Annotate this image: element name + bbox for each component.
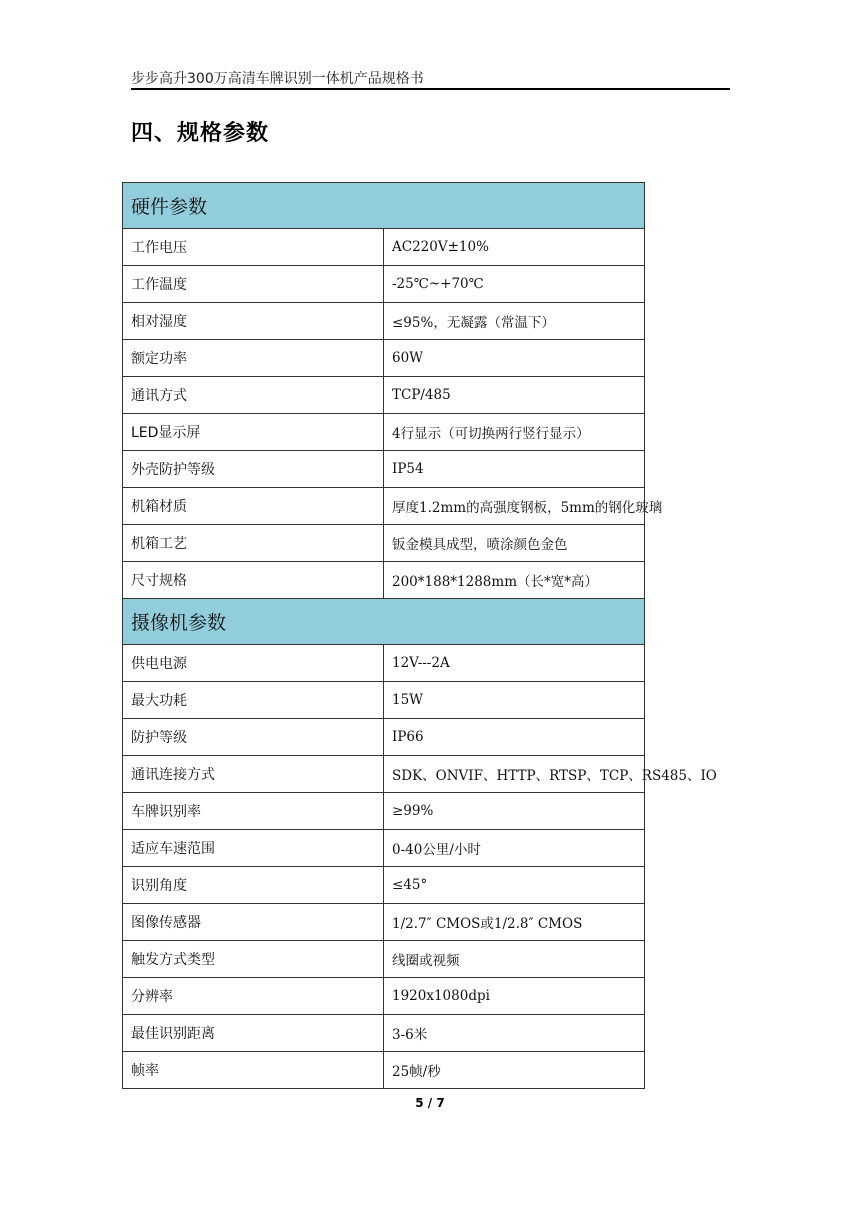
- table-row: [123, 1052, 645, 1089]
- table-row: [123, 562, 645, 599]
- spec-label: 适应车速范围: [123, 830, 384, 867]
- spec-value: SDK、ONVIF、HTTP、RTSP、TCP、RS485、IO: [384, 756, 645, 793]
- spec-value: 厚度1.2mm的高强度钢板，5mm的钢化玻璃: [384, 488, 645, 525]
- spec-label: 通讯连接方式: [123, 756, 384, 793]
- spec-value: ≤95%，无凝露（常温下）: [384, 303, 645, 340]
- spec-label: 分辨率: [123, 978, 384, 1015]
- hardware-section-header: [123, 183, 645, 229]
- spec-label: 最大功耗: [123, 682, 384, 719]
- spec-value: 钣金模具成型，喷涂颜色金色: [384, 525, 645, 562]
- spec-label: 防护等级: [123, 719, 384, 756]
- spec-value: 0-40公里/小时: [384, 830, 645, 867]
- spec-label: LED显示屏: [123, 414, 384, 451]
- spec-label: 供电电源: [123, 645, 384, 682]
- spec-value: ≤45°: [384, 867, 645, 904]
- spec-label: 尺寸规格: [123, 562, 384, 599]
- table-row: [123, 488, 645, 525]
- camera-heading: 摄像机参数: [123, 599, 645, 645]
- table-row: [123, 645, 645, 682]
- spec-value: 12V---2A: [384, 645, 645, 682]
- spec-value: 线圈或视频: [384, 941, 645, 978]
- spec-label: 工作电压: [123, 229, 384, 266]
- table-row: [123, 941, 645, 978]
- table-row: [123, 978, 645, 1015]
- spec-value: 60W: [384, 340, 645, 377]
- spec-label: 图像传感器: [123, 904, 384, 941]
- spec-value: 25帧/秒: [384, 1052, 645, 1089]
- spec-value: TCP/485: [384, 377, 645, 414]
- hardware-heading: 硬件参数: [123, 183, 645, 229]
- spec-value: IP54: [384, 451, 645, 488]
- spec-table: [122, 182, 717, 1089]
- table-row: [123, 340, 645, 377]
- spec-value: AC220V±10%: [384, 229, 645, 266]
- header-rule: [131, 88, 730, 90]
- table-row: [123, 266, 645, 303]
- spec-value: 1920x1080dpi: [384, 978, 645, 1015]
- camera-section-header: [123, 599, 645, 645]
- spec-label: 车牌识别率: [123, 793, 384, 830]
- table-row: [123, 377, 645, 414]
- spec-label: 额定功率: [123, 340, 384, 377]
- spec-label: 机箱工艺: [123, 525, 384, 562]
- page-number: 5 / 7: [415, 1096, 445, 1110]
- spec-value: 1/2.7″ CMOS或1/2.8″ CMOS: [384, 904, 645, 941]
- table-row: [123, 867, 645, 904]
- spec-value: 4行显示（可切换两行竖行显示）: [384, 414, 645, 451]
- table-row: [123, 451, 645, 488]
- spec-label: 最佳识别距离: [123, 1015, 384, 1052]
- table-row: [123, 1015, 645, 1052]
- spec-value: IP66: [384, 719, 645, 756]
- table-row: [123, 904, 645, 941]
- spec-label: 工作温度: [123, 266, 384, 303]
- spec-label: 机箱材质: [123, 488, 384, 525]
- spec-label: 触发方式类型: [123, 941, 384, 978]
- table-row: [123, 830, 645, 867]
- table-row: [123, 525, 645, 562]
- table-row: [123, 414, 645, 451]
- spec-label: 外壳防护等级: [123, 451, 384, 488]
- spec-value: -25℃~+70℃: [384, 266, 645, 303]
- spec-label: 识别角度: [123, 867, 384, 904]
- table-row: [123, 303, 645, 340]
- table-row: [123, 719, 645, 756]
- spec-value: 200*188*1288mm（长*宽*高）: [384, 562, 645, 599]
- spec-value: ≥99%: [384, 793, 645, 830]
- table-row: [123, 756, 645, 793]
- table-row: [123, 229, 645, 266]
- section-title: 四、规格参数: [131, 121, 270, 146]
- spec-label: 通讯方式: [123, 377, 384, 414]
- table-row: [123, 682, 645, 719]
- spec-label: 帧率: [123, 1052, 384, 1089]
- table-row: [123, 793, 645, 830]
- spec-value: 3-6米: [384, 1015, 645, 1052]
- document-header-title: 步步高升300万高清车牌识别一体机产品规格书: [131, 71, 424, 87]
- spec-label: 相对湿度: [123, 303, 384, 340]
- spec-value: 15W: [384, 682, 645, 719]
